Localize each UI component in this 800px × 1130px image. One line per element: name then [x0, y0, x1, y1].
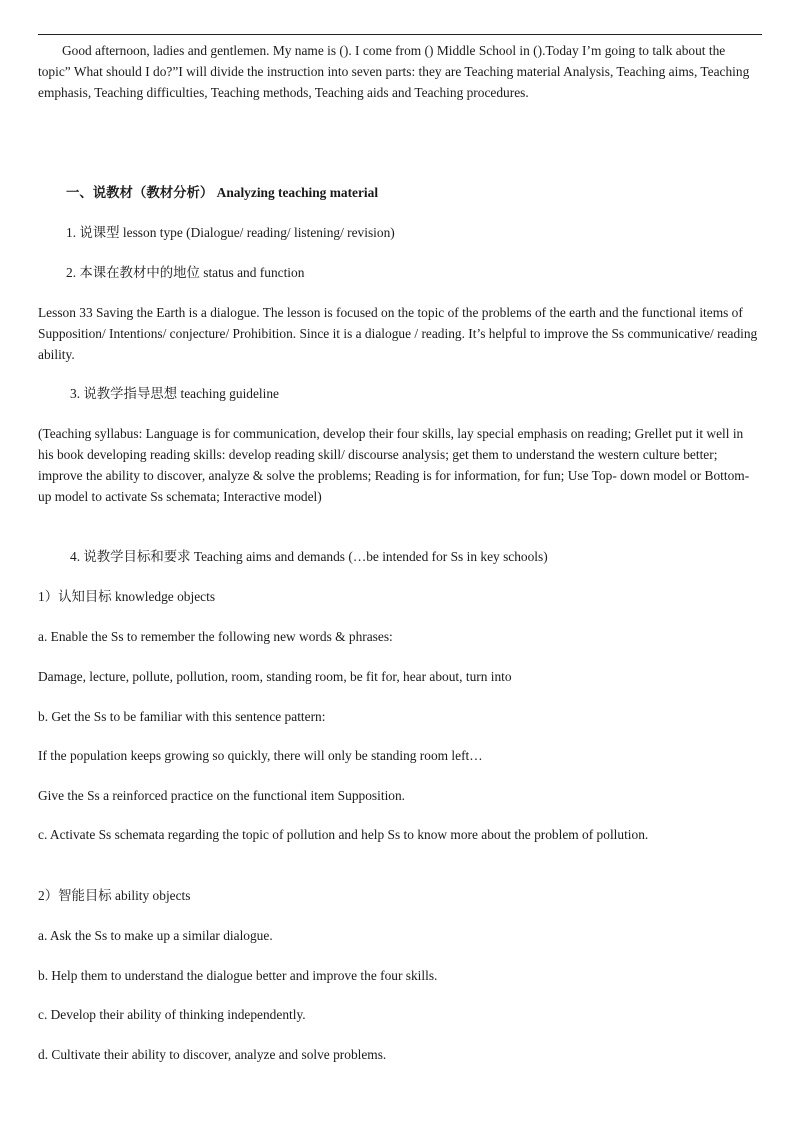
top-divider	[38, 34, 762, 35]
new-words-list: Damage, lecture, pollute, pollution, room, standing room, be fit for, hear about, turn into	[38, 669, 512, 684]
list-item-lesson-type: 1. 说课型 lesson type (Dialogue/ reading/ listening/ revision)	[66, 225, 395, 240]
knowledge-objects-heading: 1）认知目标 knowledge objects	[38, 589, 216, 604]
ability-item-c: c. Develop their ability of thinking independently.	[38, 1007, 306, 1022]
status-paragraph: Lesson 33 Saving the Earth is a dialogue. The lesson is focused on the topic of the problems of the earth and the functional items of Supposition/ Intentions/ conjecture/ Prohibition. Since it is a dialogue / reading. It’s helpful to improve the Ss communicative/ reading ability.	[38, 305, 758, 362]
knowledge-item-c: c. Activate Ss schemata regarding the topic of pollution and help Ss to know more about the problem of pollution.	[38, 827, 649, 842]
intro-paragraph: Good afternoon, ladies and gentlemen. My name is (). I come from () Middle School in ().Today I’m going to talk about the topic” What should I do?”I will divide the instruction into seven parts: they are Teaching material Analysis, Teaching aims, Teaching emphasis, Teaching difficulties, Teaching methods, Teaching aids and Teaching procedures.	[38, 43, 750, 100]
section-heading: 一、说教材（教材分析） Analyzing teaching material	[66, 185, 379, 200]
list-item-teaching-aims: 4. 说教学目标和要求 Teaching aims and demands (…be intended for Ss in key schools)	[70, 549, 548, 564]
knowledge-item-a: a. Enable the Ss to remember the following new words & phrases:	[38, 629, 393, 644]
ability-item-a: a. Ask the Ss to make up a similar dialogue.	[38, 928, 273, 943]
ability-item-b: b. Help them to understand the dialogue better and improve the four skills.	[38, 968, 438, 983]
sentence-pattern: If the population keeps growing so quickly, there will only be standing room left…	[38, 748, 483, 763]
ability-objects-heading: 2）智能目标 ability objects	[38, 888, 191, 903]
knowledge-item-b: b. Get the Ss to be familiar with this sentence pattern:	[38, 709, 326, 724]
guideline-paragraph: (Teaching syllabus: Language is for communication, develop their four skills, lay special emphasis on reading; Grellet put it well in his book developing reading skills: develop reading skill/ discourse analysis; get them to understand the western culture better; improve the ability to discover, analyze & solve the problems; Reading is for information, for fun; Use Top- down model or Bottom- up model to activate Ss schemata; Interactive model)	[38, 426, 750, 504]
ability-item-d: d. Cultivate their ability to discover, analyze and solve problems.	[38, 1047, 387, 1062]
practice-text: Give the Ss a reinforced practice on the functional item Supposition.	[38, 788, 406, 803]
list-item-status: 2. 本课在教材中的地位 status and function	[66, 265, 305, 280]
list-item-guideline: 3. 说教学指导思想 teaching guideline	[70, 386, 280, 401]
